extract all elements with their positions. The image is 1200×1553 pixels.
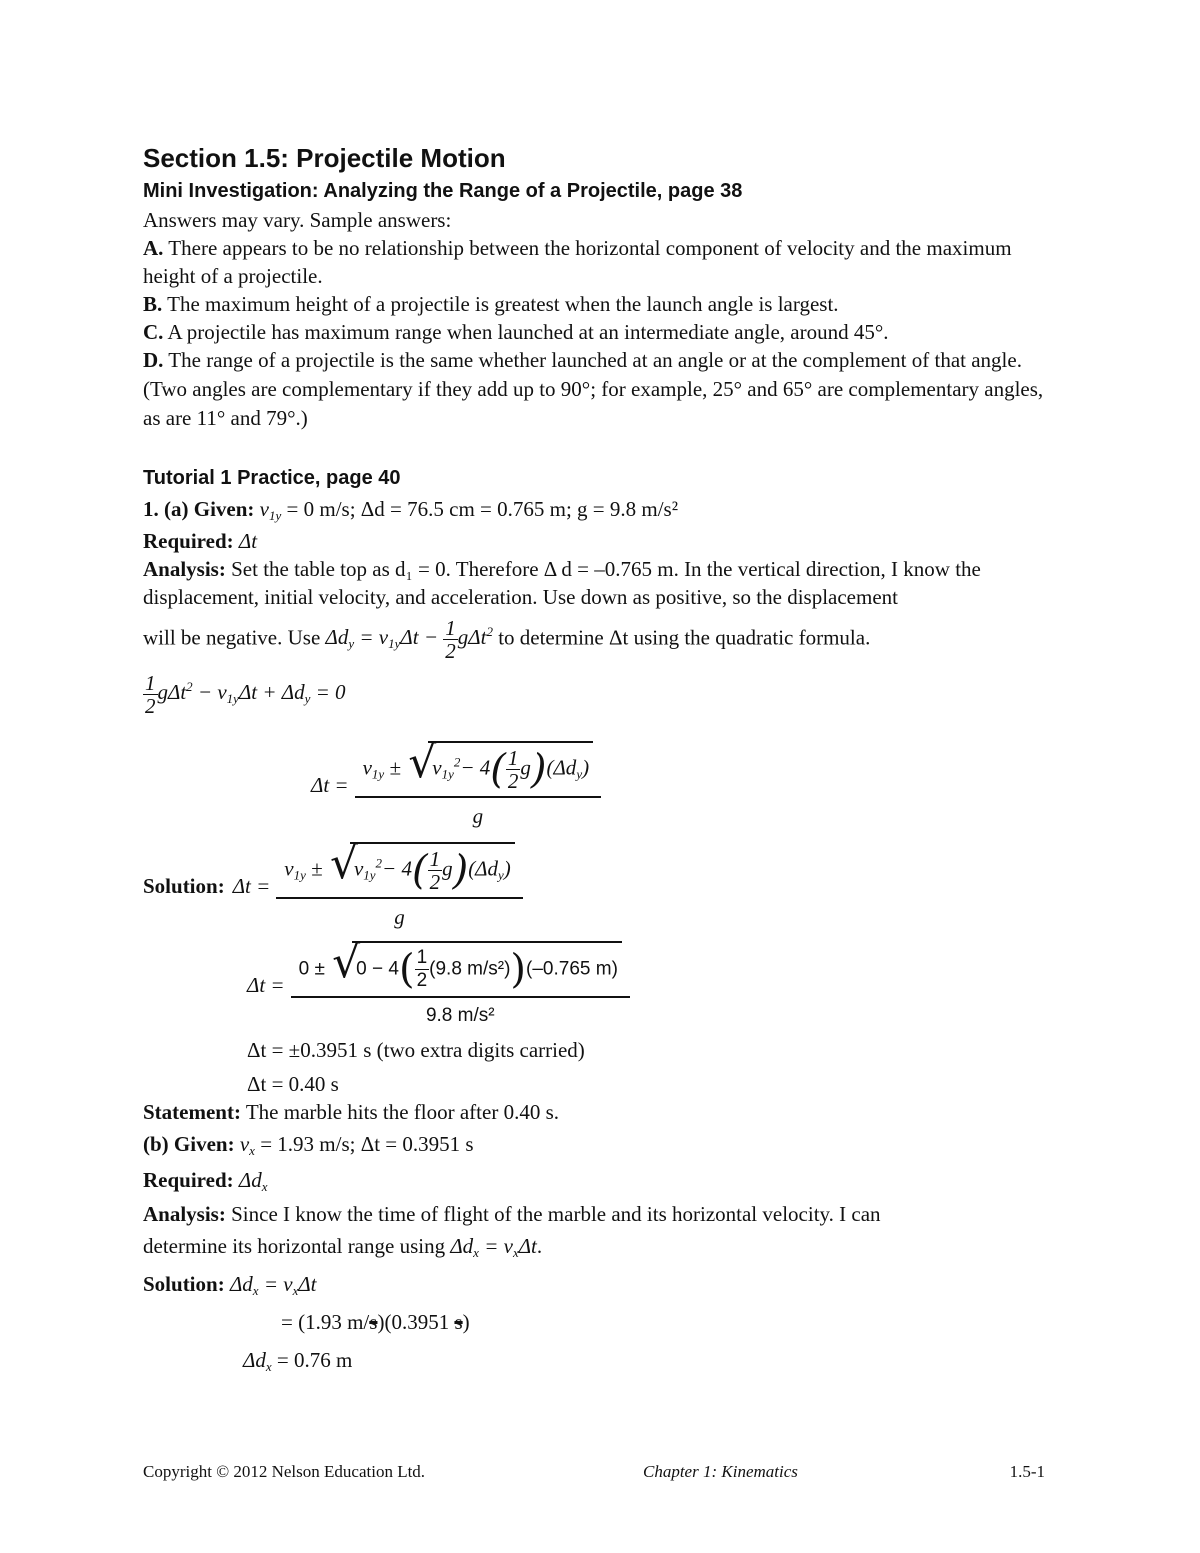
required-a [143, 527, 1063, 555]
analysis-a-text: Set the table top as d₁ = 0. Therefore Δ d = –0.765 m. In the vertical direction, I know the displacement, initial velocity, and acceleration. Use down as positive, so the displacement [143, 557, 981, 609]
footer-page-number: 1.5-1 [1009, 1462, 1045, 1481]
answer-text: The range of a projectile is the same whether launched at an angle or at the complement of that angle. (Two angles are complementary if they add up to 90°; for example, 25° and 65° are complementary angles, as are 11° and 79°.) [143, 348, 1044, 430]
analysis-b2-text: determine its horizontal range using [143, 1234, 446, 1258]
q1b-given-text: = 1.93 m/s; Δt = 0.3951 s [260, 1132, 474, 1156]
required-a-value: Δt [238, 529, 258, 553]
analysis-a2-post: to determine Δt using the quadratic formula. [498, 625, 871, 650]
answer-c [143, 318, 1063, 346]
answer-label: C. [143, 320, 164, 344]
analysis-label: Analysis: [143, 557, 226, 581]
answer-label: B. [143, 292, 163, 316]
q1b-given [143, 1130, 1063, 1158]
analysis-b-line2: determine its horizontal range using $\Delta d_x = v_x\Delta t$. [143, 1234, 543, 1260]
statement-a [143, 1098, 1063, 1126]
v1y-symbol: $v_{1y}$ [259, 497, 282, 523]
answer-b [143, 290, 1063, 318]
analysis-b-text: Since I know the time of flight of the marble and its horizontal velocity. I can [231, 1202, 881, 1226]
analysis-a [143, 555, 1063, 611]
answer-text: There appears to be no relationship between the horizontal component of velocity and the maximum height of a projectile. [143, 236, 1012, 288]
answer-text: A projectile has maximum range when launched at an intermediate angle, around 45°. [167, 320, 889, 344]
required-b [143, 1166, 1063, 1194]
tutorial-title: Tutorial 1 Practice, page 40 [143, 467, 401, 489]
solution-substituted: Δt = 0 ± √ 0 − 4( $\frac{1}{2}$ (9.8 m/s²))(–0.765 m) 9.8 m/s² [247, 939, 1063, 1030]
analysis-a2-pre: will be negative. Use [143, 625, 321, 650]
answer-text: The maximum height of a projectile is greatest when the launch angle is largest. [167, 292, 839, 316]
vx-symbol: $v_x$ [239, 1132, 255, 1158]
answer-a [143, 234, 1063, 290]
solution-label: Solution: [143, 1272, 225, 1296]
solution-b-1: Solution: $\Delta d_x = v_x\Delta t$ [143, 1272, 317, 1298]
sol-denominator: 9.8 m/s² [291, 996, 630, 1030]
sol-displacement: (–0.765 m) [526, 958, 618, 980]
q1b-label: (b) Given: [143, 1132, 235, 1156]
solution-label: Solution: [143, 873, 225, 898]
fraction-half: $\frac{1}{2}$ [145, 671, 156, 718]
answer-d [143, 346, 1063, 433]
mini-investigation-title: Mini Investigation: Analyzing the Range of a Projectile, page 38 [143, 180, 743, 202]
footer-copyright: Copyright © 2012 Nelson Education Ltd. [143, 1462, 426, 1481]
statement-label: Statement: [143, 1100, 241, 1124]
footer-chapter: Chapter 1: Kinematics [643, 1462, 798, 1481]
quadratic-formula: Δt = $v_{1y}$ ± √ $v_{1y}^2- 4$( $\frac{1}{2}$ $g)(\Delta d_y)$ g [311, 739, 1063, 830]
solution-b-3: $\Delta d_x = 0.76$ m [243, 1348, 353, 1374]
solution-b-2: = (1.93 m/s)(0.3951 s) [281, 1310, 470, 1334]
q1a-label: 1. (a) Given: [143, 497, 255, 521]
solution-result-1: Δt = ±0.3951 s (two extra digits carried) [247, 1038, 585, 1062]
statement-a-text: The marble hits the floor after 0.40 s. [245, 1100, 559, 1124]
content [143, 140, 1063, 1374]
fraction-half: $\frac{1}{2}$ [445, 616, 456, 663]
solution-general: Solution: Δt = $v_{1y}$ ± √ $v_{1y}^2- 4$( $\frac{1}{2}$ $g)(\Delta d_y)$ g [143, 840, 1063, 931]
cancelled-s: s [454, 1310, 463, 1334]
analysis-a-line2 [143, 617, 1063, 662]
answer-label: A. [143, 236, 164, 260]
analysis-label: Analysis: [143, 1202, 226, 1226]
quadratic-form: $\frac{1}{2}$ $g\Delta t^2 - v_{1y}\Delta t + \Delta d_y = 0$ [145, 671, 346, 718]
solution-result-2: Δt = 0.40 s [247, 1072, 339, 1096]
required-b-value: $\Delta d_x$ [238, 1168, 268, 1194]
q1a-given [143, 495, 1063, 523]
q1a-given-text: = 0 m/s; Δd = 76.5 cm = 0.765 m; g = 9.8 m/s² [286, 497, 679, 521]
required-label: Required: [143, 529, 234, 553]
analysis-b [143, 1200, 1063, 1228]
cancelled-s: s [369, 1310, 378, 1334]
section-title: Section 1.5: Projectile Motion [143, 143, 506, 173]
mini-intro: Answers may vary. Sample answers: [143, 208, 452, 232]
answer-label: D. [143, 348, 164, 372]
kinematic-equation: $\Delta d_y = v_{1y}\Delta t$ − $\frac{1}{2}$ gΔt$^2$ [325, 616, 493, 663]
required-label: Required: [143, 1168, 234, 1192]
sol-num-vals: (9.8 m/s²) [429, 958, 511, 980]
